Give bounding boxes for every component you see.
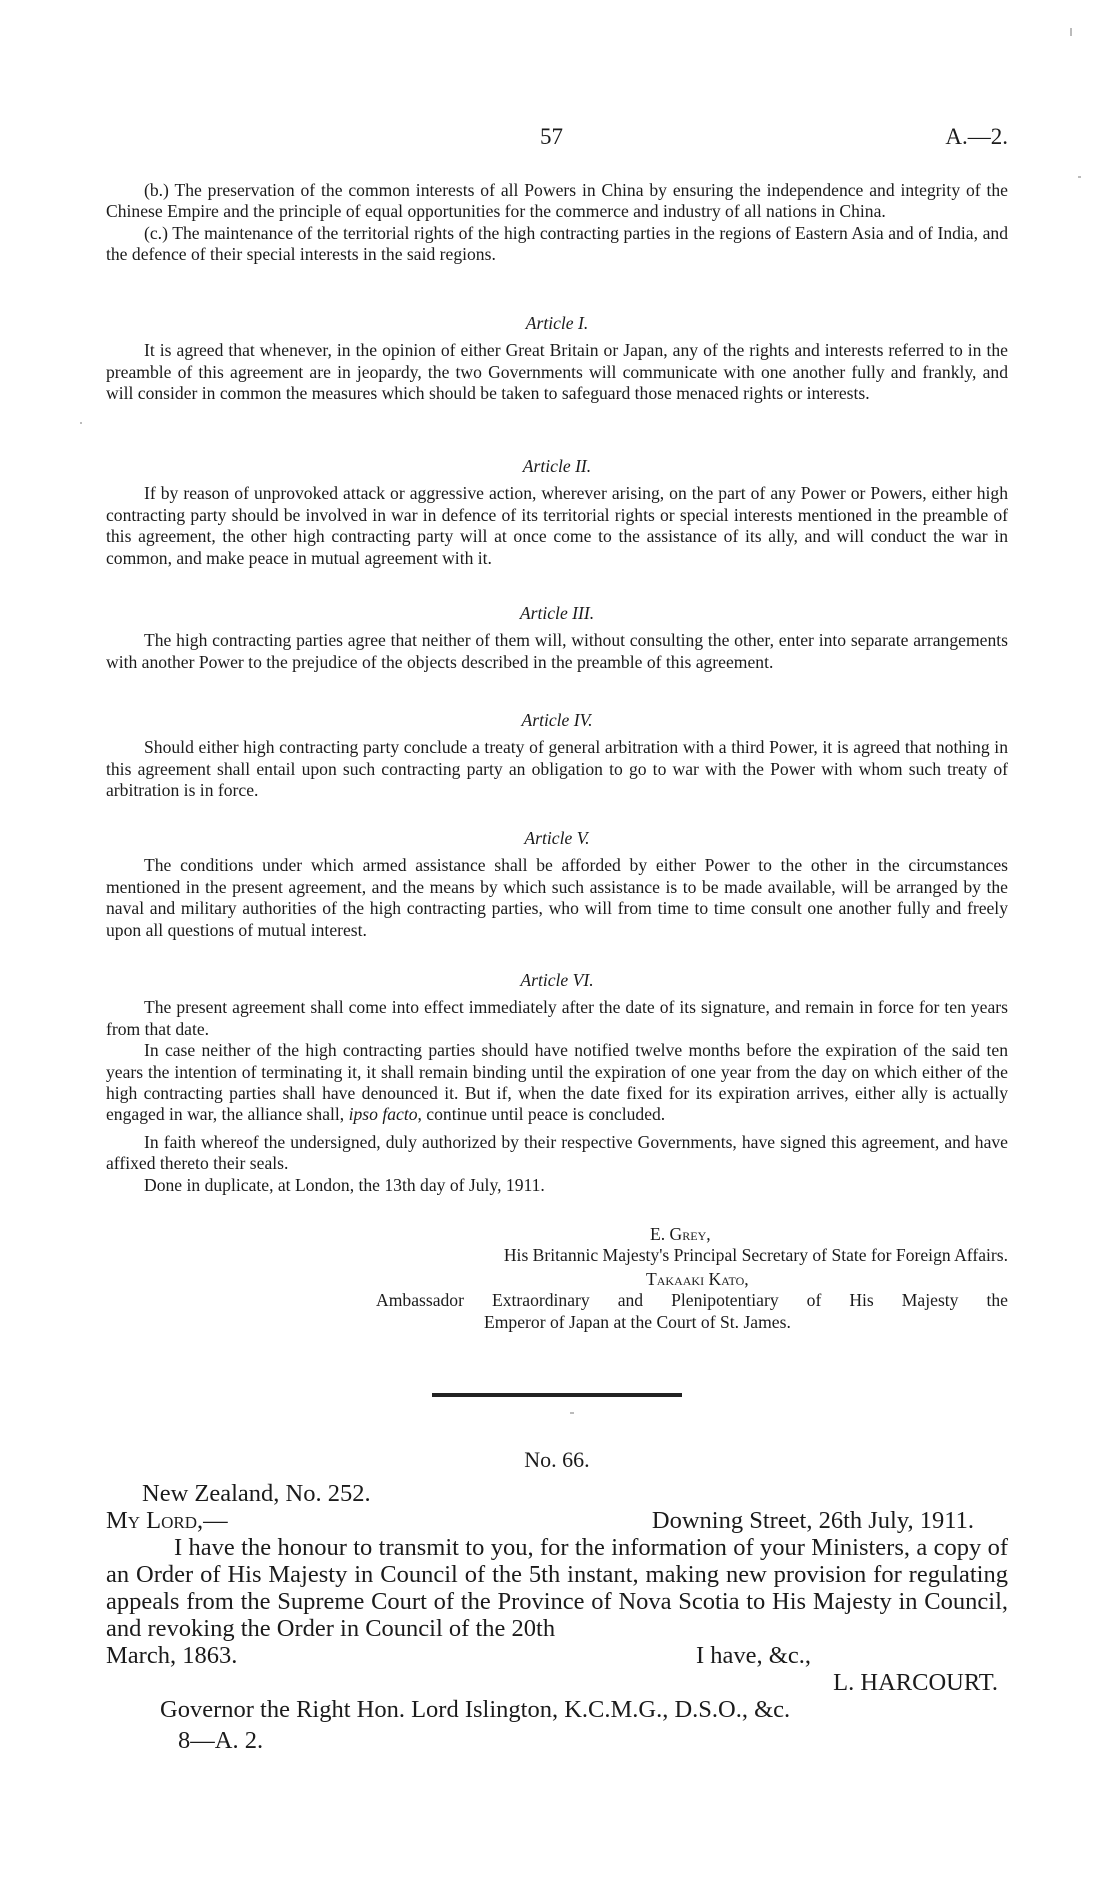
section-divider: [432, 1393, 682, 1397]
preamble-b: (b.) The preservation of the common interests of all Powers in China by ensuring the independence and integrity of the Chinese Empire and the principle of equal opportunities for the commerce and industry of all nations in China.: [106, 180, 1008, 222]
scan-mark: [1070, 28, 1072, 36]
signatory-kato-title-2: Emperor of Japan at the Court of St. James.: [484, 1311, 791, 1332]
divider-mark: [570, 1412, 574, 1414]
article-heading: Article IV.: [521, 710, 593, 730]
article-paragraph: Should either high contracting party conclude a treaty of general arbitration with a third Power, it is agreed that nothing in this agreement shall entail upon such contracting party an obligation to go to war with the Power with whom such treaty of arbitration is in force.: [106, 737, 1008, 801]
article-paragraph: It is agreed that whenever, in the opinion of either Great Britain or Japan, any of the rights and interests referred to in the preamble of this agreement are in jeopardy, the two Governments will communicate with one another fully and frankly, and will consider in common the measures which should be taken to safeguard those menaced rights or interests.: [106, 340, 1008, 404]
letter-reference: New Zealand, No. 252.: [142, 1480, 371, 1507]
letter-closing: I have, &c.,: [696, 1642, 811, 1669]
salutation: My Lord,—: [106, 1507, 228, 1534]
article-3: [106, 603, 1008, 673]
letter: [106, 1480, 1008, 1754]
article-heading: Article I.: [525, 313, 589, 333]
page-footer-ref: 8—A. 2.: [178, 1727, 264, 1754]
article-paragraph: If by reason of unprovoked attack or aggressive action, wherever arising, on the part of any Power or Powers, either high contracting party should be involved in war in defence of its territorial rights or special interests mentioned in the preamble of this agreement, the other high contracting party will at once come to the assistance of its ally, and will conduct the war in common, and make peace in mutual agreement with it.: [106, 483, 1008, 568]
signatures: [106, 1224, 1008, 1333]
letter-addressee: Governor the Right Hon. Lord Islington, K.C.M.G., D.S.O., &c.: [160, 1696, 791, 1723]
done-line: Done in duplicate, at London, the 13th day of July, 1911.: [144, 1174, 545, 1195]
article-2: [106, 456, 1008, 569]
signatory-grey-title: His Britannic Majesty's Principal Secretary of State for Foreign Affairs.: [503, 1245, 1008, 1266]
article-paragraph: The present agreement shall come into effect immediately after the date of its signature, and remain in force for ten years from that date.: [106, 997, 1008, 1039]
preamble: [106, 180, 1008, 266]
scan-mark: [1078, 176, 1081, 178]
article-heading: Article II.: [522, 456, 592, 476]
article-heading: Article V.: [524, 828, 590, 848]
closing-row: [106, 1642, 1008, 1669]
scan-mark: [80, 422, 82, 424]
page-number: 57: [540, 124, 563, 149]
letter-number: No. 66.: [524, 1447, 590, 1472]
article-4: [106, 710, 1008, 802]
signatory-kato-title-1: Ambassador Extraordinary and Plenipotentiary of His Majesty the: [376, 1290, 1008, 1311]
article-paragraph-text: In case neither of the high contracting parties should have notified twelve months before the expiration of the said ten years the intention of terminating it, it shall remain binding until the expiration of one year from the day on which either of the high contracting parties shall have denounced it. But if, when the date fixed for its expiration arrives, either ally is actually engaged in war, the alliance shall,: [106, 1040, 1008, 1125]
document-reference: A.—2.: [945, 124, 1008, 149]
article-paragraph: The conditions under which armed assistance shall be afforded by either Power to the other in the circumstances mentioned in the present agreement, and the means by which such assistance is to be made available, will be arranged by the naval and military authorities of the high contracting parties, who will from time to time consult one another fully and freely upon all questions of mutual interest.: [106, 855, 1008, 940]
signatory-kato: Takaaki Kato,: [646, 1268, 749, 1289]
article-heading: Article III.: [519, 603, 595, 623]
article-paragraph-continued: [106, 1040, 1008, 1126]
salutation-row: [106, 1507, 1008, 1534]
in-faith-paragraph: In faith whereof the undersigned, duly authorized by their respective Governments, have signed this agreement, and have affixed thereto their seals.: [106, 1131, 1008, 1174]
signatory-grey: E. Grey,: [650, 1224, 711, 1244]
letter-signature: L. HARCOURT.: [833, 1669, 998, 1696]
article-paragraph-tail: , continue until peace is concluded.: [417, 1104, 666, 1125]
place-date: Downing Street, 26th July, 1911.: [651, 1507, 974, 1534]
preamble-c: (c.) The maintenance of the territorial rights of the high contracting parties in the regions of Eastern Asia and of India, and the defence of their special interests in the said regions.: [106, 222, 1008, 265]
letter-body: I have the honour to transmit to you, for the information of your Ministers, a copy of an Order of His Majesty in Council of the 5th instant, making new provision for regulating appeals from the Supreme Court of the Province of Nova Scotia to His Majesty in Council, and revoking the Order in Council of the 20th: [106, 1534, 1008, 1642]
article-paragraph: The high contracting parties agree that neither of them will, without consulting the other, enter into separate arrangements with another Power to the prejudice of the objects described in the preamble of this agreement.: [106, 630, 1008, 672]
ipso-facto: ipso facto: [348, 1104, 418, 1125]
article-5: [106, 828, 1008, 941]
article-6: [106, 970, 1008, 1196]
letter-body-last: March, 1863.: [106, 1642, 238, 1669]
article-1: [106, 313, 1008, 405]
article-heading: Article VI.: [520, 970, 594, 990]
